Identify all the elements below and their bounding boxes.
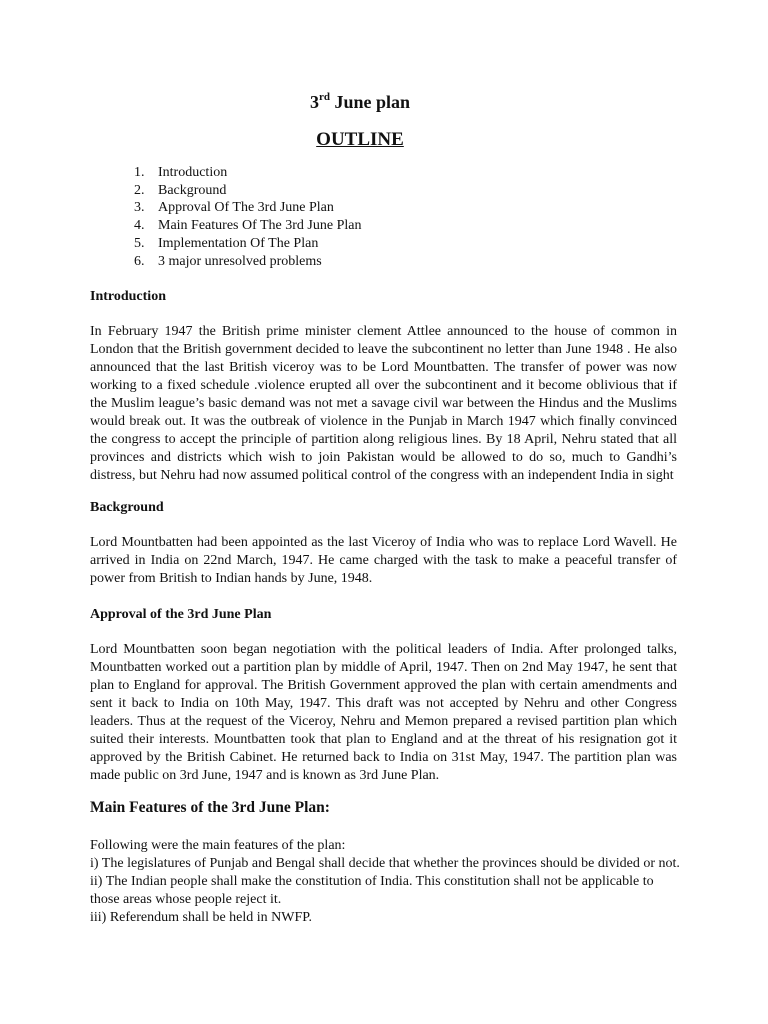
background-paragraph: Lord Mountbatten had been appointed as the last Viceroy of India who was to replace Lord Wavell. He arrived in India on 22nd March, 1947. He came charged with the task to make a peaceful transfer of power from British to Indian hands by June, 1948. xyxy=(90,535,677,586)
outline-item xyxy=(134,253,361,271)
main-features-heading: Main Features of the 3rd June Plan: xyxy=(90,799,330,816)
outline-item-number: 6. xyxy=(134,253,145,269)
title-number: 3 xyxy=(309,92,319,112)
outline-item xyxy=(134,235,361,253)
outline-item-text: 3 major unresolved problems xyxy=(158,253,322,269)
outline-item-text: Introduction xyxy=(158,165,228,180)
outline-item xyxy=(134,164,361,182)
outline-item-text: Background xyxy=(158,182,227,198)
approval-heading: Approval of the 3rd June Plan xyxy=(90,607,272,622)
outline-heading: OUTLINE xyxy=(316,129,404,150)
main-feature-item: ii) The Indian people shall make the constitution of India. This constitution shall not be applicable to those areas whose people reject it. xyxy=(90,874,654,907)
outline-item-text: Approval Of The 3rd June Plan xyxy=(158,200,334,216)
outline-list xyxy=(134,164,361,270)
introduction-heading: Introduction xyxy=(90,289,166,304)
outline-item-number: 5. xyxy=(134,235,145,251)
approval-paragraph: Lord Mountbatten soon began negotiation with the political leaders of India. After prolonged talks, Mountbatten worked out a partition plan by middle of April, 1947. Then on 2nd May 1947, he sent that plan to England for approval. The British Government approved the plan with certain amendments and sent it back to India on 10th May, 1947. This draft was not accepted by Nehru and other Congress leaders. Thus at the request of the Viceroy, Nehru and Memon prepared a revised partition plan which suited their interests. Mountbatten took that plan to England and at the threat of his resignation got it approved by the British Cabinet. He returned back to India on 31st May, 1947. The partition plan was made public on 3rd June, 1947 and is known as 3rd June Plan. xyxy=(90,642,677,783)
outline-item-text: Main Features Of The 3rd June Plan xyxy=(158,218,362,234)
outline-item xyxy=(134,199,361,217)
outline-item-number: 4. xyxy=(134,218,145,234)
main-feature-item: iii) Referendum shall be held in NWFP. xyxy=(90,910,313,925)
outline-item-number: 3. xyxy=(134,200,145,216)
outline-item-text: Implementation Of The Plan xyxy=(158,235,319,251)
title-ordinal-suffix: rd xyxy=(318,91,330,103)
main-feature-item: i) The legislatures of Punjab and Bengal shall decide that whether the provinces should be divided or not. xyxy=(90,856,680,871)
outline-item-number: 1. xyxy=(134,165,145,180)
outline-item xyxy=(134,217,361,235)
background-heading: Background xyxy=(90,500,164,515)
outline-item xyxy=(134,182,361,200)
main-features-intro: Following were the main features of the plan: xyxy=(90,838,346,853)
outline-item-number: 2. xyxy=(134,182,145,198)
introduction-paragraph: In February 1947 the British prime minister clement Attlee announced to the house of common in London that the British government decided to leave the subcontinent no letter than June 1948 . He also announced that the last British viceroy was to be Lord Mountbatten. The transfer of power was now working to a fixed schedule .violence erupted all over the subcontinent and it become oblivious that if the Muslim league’s basic demand was not met a savage civil war between the Hindus and the Muslims would break out. It was the outbreak of violence in the Punjab in March 1947 which finally convinced the congress to accept the principle of partition along religious lines. By 18 April, Nehru stated that all provinces and districts which wish to join Pakistan would be allowed to do so, much to Gandhi’s distress, but Nehru had now assumed political control of the congress with an independent India in sight xyxy=(90,324,677,483)
document-title xyxy=(0,92,720,113)
title-text: June plan xyxy=(329,92,411,112)
main-features-list xyxy=(90,837,690,927)
